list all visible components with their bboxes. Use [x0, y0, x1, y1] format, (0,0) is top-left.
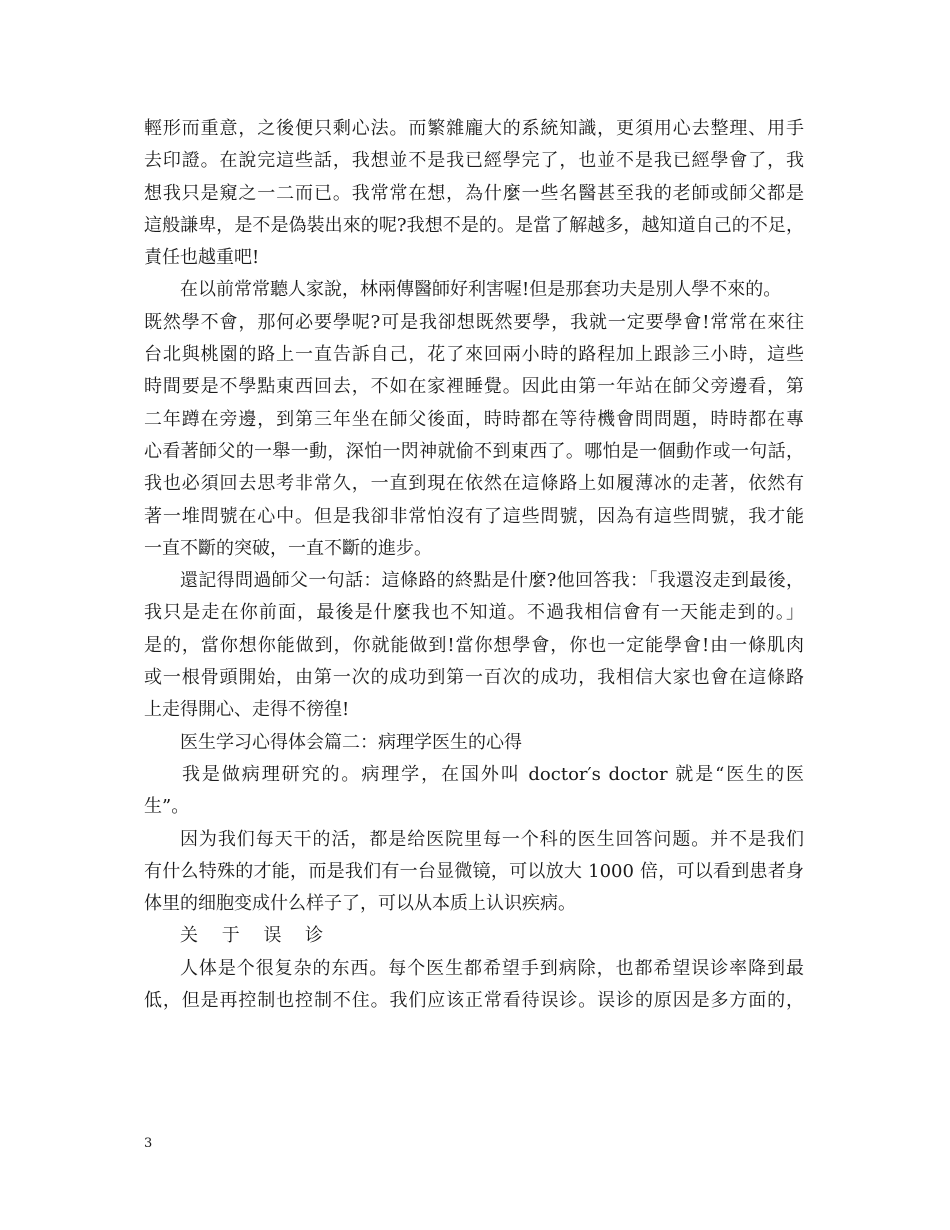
text-line: 這般謙卑，是不是偽裝出來的呢?我想不是的。是當了解越多，越知道自己的不足， [144, 214, 804, 236]
text-line: 二年蹲在旁邊，到第三年坐在師父後面，時時都在等待機會問問題，時時都在專 [144, 408, 804, 430]
text-line: 時間要是不學點東西回去，不如在家裡睡覺。因此由第一年站在師父旁邊看，第 [144, 376, 804, 398]
text-line: 上走得開心、走得不徬徨! [144, 699, 350, 721]
text-line: 想我只是窺之一二而已。我常常在想，為什麼一些名醫甚至我的老師或師父都是 [144, 182, 804, 204]
text-line: 是的，當你想你能做到，你就能做到!當你想學會，你也一定能學會!由一條肌肉 [144, 634, 804, 656]
text-line: 低，但是再控制也控制不住。我们应该正常看待误诊。误诊的原因是多方面的， [144, 990, 804, 1012]
text-line: 或一根骨頭開始，由第一次的成功到第一百次的成功，我相信大家也會在這條路 [144, 667, 804, 689]
text-line: 去印證。在說完這些話，我想並不是我已經學完了，也並不是我已經學會了，我 [144, 150, 804, 172]
text-line: 我是做病理研究的。病理学，在国外叫 doctor′s doctor 就是“医生的医 [182, 763, 804, 785]
text-line: 人体是个很复杂的东西。每个医生都希望手到病除，也都希望误诊率降到最 [180, 957, 804, 979]
text-line: 我只是走在你前面，最後是什麼我也不知道。不過我相信會有一天能走到的。」 [144, 602, 804, 624]
text-line: 輕形而重意，之後便只剩心法。而繁雜龐大的系統知識，更須用心去整理、用手 [144, 118, 804, 139]
text-line: 因为我们每天干的活，都是给医院里每一个科的医生回答问题。并不是我们 [180, 828, 804, 850]
text-line: 一直不斷的突破，一直不斷的進步。 [144, 537, 432, 559]
body-text [144, 113, 804, 1017]
text-line: 体里的细胞变成什么样子了，可以从本质上认识疾病。 [144, 893, 576, 915]
text-line: 台北與桃園的路上一直告訴自己，花了來回兩小時的路程加上跟診三小時，這些 [144, 344, 804, 366]
text-line: 著一堆問號在心中。但是我卻非常怕沒有了這些問號，因為有這些問號，我才能 [144, 505, 804, 527]
subsection-heading: 关 于 误 诊 [180, 925, 333, 947]
page-number: 3 [144, 1136, 153, 1151]
text-line: 在以前常常聽人家說，林兩傳醫師好利害喔!但是那套功夫是別人學不來的。 [180, 279, 782, 301]
text-line: 責任也越重吧! [144, 247, 260, 269]
text-line: 我也必須回去思考非常久，一直到現在依然在這條路上如履薄冰的走著，依然有 [144, 473, 804, 495]
text-line: 生”。 [144, 796, 190, 818]
text-line: 既然學不會，那何必要學呢?可是我卻想既然要學，我就一定要學會!常常在來往 [144, 311, 804, 333]
text-line: 心看著師父的一舉一動，深怕一閃神就偷不到東西了。哪怕是一個動作或一句話， [144, 440, 804, 462]
section-heading: 医生学习心得体会篇二：病理学医生的心得 [180, 731, 522, 753]
text-line: 還記得問過師父一句話：這條路的終點是什麼?他回答我：「我還沒走到最後， [180, 570, 804, 592]
text-line: 有什么特殊的才能，而是我们有一台显微镜，可以放大 1000 倍，可以看到患者身 [144, 860, 804, 882]
